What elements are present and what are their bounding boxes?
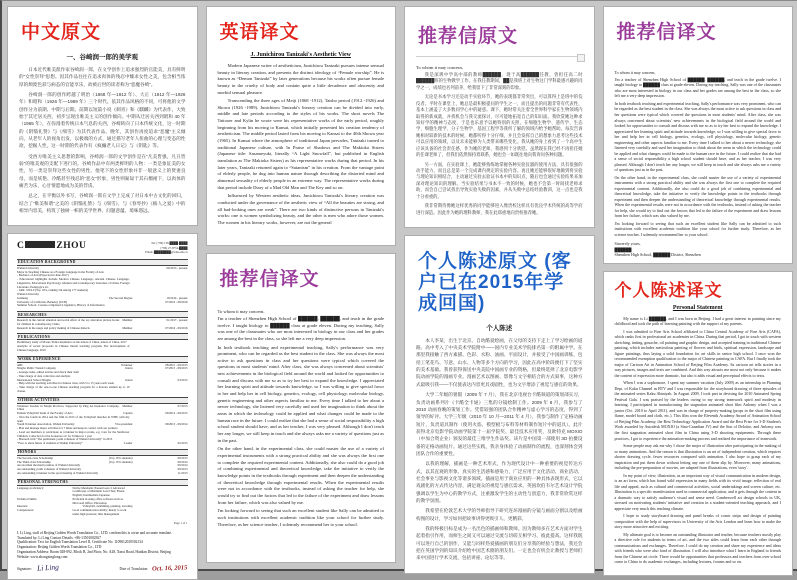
cv-section-activities (17, 405, 188, 446)
paragraph: On the other hand, in the experimental class, she could master the use of a variety of experimental instruments with a strong practical ability and she was always the first one to complete the required experimental content. Additionally, she also could do a good job of combining experimental and theoretical knowledge, take the initiative to verify the knowledge points in the textbooks through experiment and then deepen the understanding of theoretical knowledge through experimental results. When the experimental results were not in accordance with the textbooks, instead of asking the teacher for help, she would try to find out the factors that led to the failure of the experiment and draw lessons from her failure, which was also valued by me. (217, 446, 384, 505)
cv-row: Major in Teaching Chinese as a Foreign Language in the Faculty of Arts (17, 269, 104, 274)
personal-statement-original-body (416, 337, 583, 562)
paragraph: Influenced by Western aesthetic ideas, Junichirou Tanizaki's literary creation was conducted under the governance of the aesthetic view of “All the beauties are strong, and all bad-looking ones are weak”. There are two kinds of distinctive persons in Tanizaki's works: one is women symbolizing beauty, and the other is men who adore those women. The women in his literary works, however, are not the general (217, 193, 384, 225)
cv-row: International School Ningbo Intern 03/2015 (17, 377, 188, 382)
cv-row: Interests: Volleyball, swimming, painting, traveling (17, 504, 133, 509)
paragraph: In both textbook teaching and experimental teaching, Sally's performance was very prominent, who can be regarded as the best student in the class. She was always the most active to ask questions in class and her questions were typical which covered the questions in most students' mind. After class, she was always concerned about scientists' new achievements in the biological field around the world and looked for opportunities to consult and discuss with me so as to try her best to expand the knowledge. I appreciated her learning spirit and attitude towards knowledge, so I was willing to give special favor to her and help her in cell biology, genetics, ecology, cell physiology, molecular biology, genetic engineering and other aspects familiar to me. Every time I talked to her about a newer technology, she listened very carefully and used her imagination to think about the areas in which the technology could be applied and what changes could be made to the human race in the future. I could realize that she had a sense of social responsibility a high school student should have, and as her teacher, I was very pleased. Although I don't teach her any longer, we still keep in touch and she always asks me a variety of questions just as in the past. (217, 344, 384, 443)
paragraph: 受西方唯美主义思想的影响，谷崎润一郎的文学创作是在“凡美皆强，凡丑皆弱”的唯美观的支配下进行的。谷崎作品中有两类鲜明的人物：一类是象征美的女性，另一类是崇拜这些女性的男性。他笔下的女性形象并非一般意义上的贤妻良母，而是妖艳、冷酷甚至残忍的“恶女”形象，男性则匍匐于其石榴裙下，以肉体的痛苦为乐，心甘情愿地成为美的俘虏。 (19, 153, 186, 189)
cv-row: - Plan and manage major activities for 7 times and keep in contact with our partners (17, 426, 118, 431)
paragraph: 我的终极目标是成为一名出色的插画师和教师。因为教师多在艺术方面对学生起着指引作用，而师生之间又可以通过交流与切磋互相学习、彼此提高。这样我既可以进行自己的创作，又能与同样热爱插画的朋友们分享我的经验与想法，我还会把在英国学到的知识介绍给中国艺术圈的朋友们。一定也会有机会让教授与老师们来中国进行学术交流，包括讲座、论坛等等。 (416, 526, 583, 561)
paragraph: 谷崎润一郎的创作跨越了明治（1868 年—1912 年）、大正（1912 年—1926 年）和昭和（1926 年—1989 年）三个时代。依其作品风格的不同，可将他的文学创作分为前期、中期与后期。前期以短篇小说《刺青》和《麒麟》为代表作，大致始于其迁居关西，初步呈现出唯美主义的创作倾向。中期从迁居关西到昭和 40 年（1965 年），在弥漫着传统日本气息的关西，谷崎转向了日本传统文化，这一时期的《阴翳礼赞》与《细雪》为其代表作品。晚年，其创作再度追求“恶魔”主义倾向，从老年人的视角出发，以极端的方式，通过描写老年人扭曲的心理与变态的性欲，挖掘人性，这一时期的代表作有《疯癫老人日记》与《钥匙》等。 (19, 91, 186, 149)
redaction-block (25, 241, 55, 248)
paragraph: 日本近代唯美派作家谷崎润一郎，在文学创作上追求强烈的官能美，具有鲜明的“女性崇拜”思想。因其作品往往在追求肉体的残忍中臻求女性之美，包含相当浓厚的颓废色彩与病态的官能享乐，故被后世的读者称为“恶魔谷崎”。 (19, 66, 186, 87)
cv-contact-line: Email: ████████@whu.edu.cn (145, 250, 188, 255)
cv-row: - Lead our members to participate as volunteer in major events, e.g. Care for the Sunflower Children, Collection for the bookstore etc for 6 times in 1 year (17, 429, 130, 438)
paragraph: 总之，在平衡以外书写，谷崎润一郎在文学上完成了对日本中古文化的回归，结合了“唯美和谐”之美的《阴翳礼赞》与《细雪》，与《春琴抄》《痴人之爱》中的相异内容美，构筑了独树一帜的美学世界，问题意蕴、境味悠远。 (19, 193, 186, 214)
certification-line: I, Li Ling, staff of Beijing Golden Words Translation Co., LTD, confirm this is a true and accurate translate. (17, 530, 172, 535)
letter-salutation: To whom it may concern, (416, 64, 464, 70)
cv-section-publications (17, 341, 188, 352)
cv-row: - Take charge of the one-to-one Chinese teaching program for a Korean student up to 10 classes (17, 385, 130, 393)
cv-page-number: Page 1 of 1 (173, 520, 188, 525)
paragraph: My ultimate goal is to become an outstanding illustrator and teacher, because teachers mostly play a directive role for students in terms of art, and the two sides could learn from each other through communications and exchanges. Therefore, I could do my creation and share my experience and ideas with friends who were also fond of illustration. I will also introduce what I learn in England to friends from the Chinese art circle. There would be opportunities that professors and teachers from over school come to China to do academic exchanges, including lectures, forums and so on. (614, 531, 781, 565)
paragraph: 我是深圳中学高中部的教师██████，现于高██████任教，曾担任高二时██████班的生物教学工作。在我任教期间，██是我班上对生物这门学科最感兴趣的同学之一，成绩也名列前茅，给我留下了非常深刻的印象。 (416, 71, 583, 90)
translation-certification (17, 531, 188, 560)
handwritten-date: Oct. 16, 2015 (151, 564, 188, 573)
column-2 (206, 6, 397, 563)
cv-section-title-activities: OTHER ACTIVITIES (17, 397, 188, 404)
certification-line: Organization Address: Room 028-092, Block B, 2nd Floor, No. A28, Xinxi Road, Haidian District, Beijing (17, 550, 171, 555)
cv-row: An outstanding volunteer in the sport meeting of Wuhan University 11/2013 (17, 470, 188, 475)
date-block (119, 565, 187, 572)
cv-section-title-publications: PUBLICATIONS (17, 333, 188, 340)
paragraph: In my point of view, illustration, as an important way of visual communication in modern design, is an art form, which has found wild expression in many fields with its vivid image, reflection of real life and appeal, such as cultural and commercial activities, social undertakings and screen culture, etc. Illustration is a specific manifestation used in commercial application, and it gets through the content in a dramatic way to satisfy audience's visual and sense need. Camberwell art design schools in UK, stressed on motivating students' initiative and creation in a student-oriented teaching approach, and I appreciate very much this teaching climate. (614, 472, 781, 511)
paragraph: Modern Japanese writer of aestheticism, Junichirou Tanizaki pursues intense sensual beauty in literary creation, and presents the distinct ideology of “Female worship”. He is known as “Demon Tanizaki” by later generations because his works often pursue female beauty in the cruelty of body and contain quite a little decadence and obscenity and morbid sensual pleasure. (217, 62, 384, 95)
heading-recommendation-translation: 推荐信译文 (219, 269, 320, 290)
cv-row: Summer School: Courses completed: Linguistics, History of Information (17, 303, 105, 308)
paragraph: 我非常期待像她这样优秀的同学能够进入像贵校这样具有优良学术传统的高等学府进行深造。因此作为她的理科教师，我在此郑重地向贵校推荐她。 (416, 203, 583, 215)
page-edge-rule (416, 56, 583, 57)
cv-row: Female Volleyball Team of the Faculty of Arts Captain 09/2014 - 09/2015 (17, 411, 188, 416)
personal-statement-translation-body (615, 316, 782, 565)
cv-row: The Third-class Scholarship (Top 15% students) 09/2014 (17, 459, 188, 464)
personal-statement-title-en: Personal Statement (672, 304, 723, 311)
personal-statement-title-cn: 个人陈述 (486, 324, 513, 332)
cv-row: Wuhan University (17, 292, 39, 297)
heading-chinese-original: 中文原文 (21, 22, 102, 43)
paragraph: On the other hand, in the experimental class, she could master the use of a variety of experimental instruments with a strong practical ability and she was always the first one to complete the required experimental content. Additionally, she also could do a good job of combining experimental and theoretical knowledge, take the initiative to verify the knowledge points in the textbooks through experiment and then deepen the understanding of theoretical knowledge through experimental results. When the experimental results were not in accordance with the textbooks, instead of asking the teacher for help, she would try to find out the factors that led to the failure of the experiment and draw lessons from her failure, which was also valued by me. (614, 174, 781, 219)
paragraph: Transcending the three ages of Meiji (1868 -1912), Taisho period (1912 -1926) and Showa (1926 -1989), Junichirou Tanizaki's literary creation can be divided into early, middle and late periods according to the styles of his works. The short novels The Tattooer and Kylin he wrote were his representative works of the early period, roughly beginning from his moving to Kansai, which initially presented his creation tendency of aestheticism. The middle period lasted from his moving to Kansai to the 40th Showa year (1965). In Kansai where the atmosphere of traditional Japan pervades, Tanizaki turned to traditional Japanese culture, with In Praise of Shadows and The Makioka Sisters (Japanese title: Sasameyuki, literally “A Light Snowfall”, but published in English translation as The Makioka Sisters) as his representative works during that period. In his later years, Tanizaki returned again to “Satanism” in his creation. From the vantage point of elderly people, he dug into human nature through describing the distorted mind and abnormal sexuality of elderly people in an extreme way. The representative works during that period include Diary of a Mad Old Man and The Key and so on. (217, 98, 384, 190)
cv-row: Technical Skills: Proficient in using office software such as Microsoft Office, Photoshop (17, 496, 123, 505)
cv-row: The Second-class Scholarship (Top 10% students) 09/2015 (17, 455, 188, 460)
heading-recommendation-translation: 推荐信译文 (616, 22, 717, 43)
cv-row: An outstanding youth volunteer of Wuhan University 09/2013 (17, 467, 188, 472)
paragraph: My name is Li ██████, and I was born in Beijing. I had a great interest in painting since my childhood and took the path of learning painting with the support of my parents. (614, 315, 781, 327)
cv-row: Volunteer Teacher in Nanjia Province, Supported by Ping An Insurance Company, China Member 07/2015 (17, 403, 188, 412)
recommendation-letter-body (218, 316, 385, 528)
chinese-original-title: 一、谷崎润一郎的美学观 (66, 53, 138, 61)
chinese-original-body (19, 66, 186, 215)
cv-row: Language proficiency: Native Mandarin; Passed Gave 2 Advanced Certificates of Mandarin Level Test; Fluent English; Intermediate Japanese (17, 485, 125, 498)
cv-row: - Honored with “The permanent youth volunteer of Wuhan University” in 2013 (17, 437, 113, 442)
cv-row: - Help with the teaching activities in Chinese class, with 5 to 15 years each week (17, 381, 114, 386)
cv-contact-line: Tel: (+86) 138-████-████ (151, 241, 188, 246)
page-personal-statement-original[interactable] (404, 235, 595, 574)
certification-line: Qualification: Test for English Translation Level II, Certificate No. 1109012010502134 (17, 540, 143, 545)
cv-row: Competences: Good communication ability; Ready to work under high pressure; time management (17, 508, 127, 516)
paragraph: I hope to study storyboard drawing and panel breaks of comic strips and design of painting composition with the help of supervisors in University of the Arts London and learn how to make the story more attractive and exciting. (614, 513, 781, 530)
english-translation-body (218, 63, 385, 227)
recommendation-letter-body (615, 77, 782, 237)
corner-mark (577, 54, 585, 62)
recommendation-original-body (416, 72, 583, 216)
cv-section-education (17, 267, 188, 308)
page-recommendation-translation-full[interactable] (603, 6, 794, 264)
cv-row: Research in the usage and policy making of Chinese dialects Member 07/2016 - 09/2016 (17, 325, 188, 330)
closing-line: Shenzhen High School, ██████ District, Shenzhen (614, 252, 701, 258)
cv-row: Preliminary study of Mosuo Yidu's mediation on the letters of China, letters of China, 2017 (17, 340, 127, 345)
paragraph: I was admitted to Fine Arts School affiliated to China Central Academy of Fine Arts (CAFA), which ranks first in professional art academies in China. During that period, I got in touch with western sketching, tinting, gouache, oil painting and graphic design, and accepted training in traditional Chinese painting, which includes meticulous painting of flowers and birds, spiritual expression, landscape and figure paintings, thus laying a solid foundation for art skills in senior high school. I once won the recommended exemption qualification to the major of Chinese painting in CAFA. But I finally took the major of Cartoon Art in Animation School of Beijing Film Academy. Its cartoon art tells stories in a way pictures, images and texts are combined. And this way attracts me most not only because it makes the content of expression more dramatic, but also it adds visual and perceptual effects to texts. (614, 328, 781, 378)
column-1 (7, 6, 198, 573)
paragraph: I'm looking forward to seeing that such an excellent student like Sally can be admitted to such institutions with excellent academic tradition like your school for further study. Therefore, as her science teacher, I solemnly recommend her to your school. (614, 220, 781, 237)
paragraph: When I was a sophomore, I spent my summer vacation (July 2009) as an internship in Planning Dept. of Kaku Channel in BTV and I was responsible for the storyboard drawing of three episodes of the animated series Kaku Abiniyah. In August 2009, I took part in devising the 2010 Animated Spring Festival Gala. I was praised by the leaders owing to my strong teamwork spirit and modesty in learning. I participated in manufacturing the stagnation animated short film Anlomy when I was a junior (Oct. 2010 to April 2011), and was in charge of property-making (props in the short film using flame, model board and cloth, etc.). This film won the Eleventh Academy Award of Animation School of Beijing Film Academy, the Best Technology Application Award and the Best Prize for 3-D Student's Work awarded by Autodesk MOXIO (a Sino-Canadian JV) and the Star of Deloitte, and Anlomy was the first stagnation animated short film in China using 3-D shooting equipments. Through these practices, I got to experience the animation-making process and realized the importance of teamwork. (614, 380, 781, 441)
signature-block (17, 563, 59, 572)
paragraph: I'm looking forward to seeing that such an excellent student like Sally can be admitted to such institutions with excellent academic tradition like your school for further study. Therefore, as her science teacher, I solemnly recommend her to your school. (217, 508, 384, 527)
english-translation-title: J. Junichirou Tanizaki's Aesthetic View (250, 51, 351, 58)
letter-closing (615, 241, 782, 258)
letter-salutation: To whom it may concern, (217, 308, 265, 314)
heading-personal-statement-original: 个人陈述原文 (客户已在2015年学成回国) (418, 251, 572, 314)
page-recommendation-original[interactable] (404, 6, 595, 228)
cv-section-title-education: EDUCATION BACKGROUND (17, 259, 188, 266)
cv-section-title-researches: RESEARCHES (17, 311, 188, 318)
cv-section-work (17, 364, 188, 394)
cv-section-title-honors: HONORS (17, 449, 188, 456)
cv-name-prefix: C (17, 241, 25, 252)
page-chinese-original[interactable] (7, 6, 198, 226)
signature-row (17, 563, 188, 572)
letter-salutation: To whom it may concern, (614, 69, 656, 75)
cv-row: - Educational highlights include Modern Chinese Language, Ancient Chinese Language, Linguistics, Educational Psychology, Modern and Contemporary Literature of China, Foreign Literature, Pedagogics etc. (17, 277, 130, 289)
cv-row: ABC Volunteer 08/2015 - 09/2015 (17, 362, 188, 367)
paragraph: 本人李某，出生于北京。自幼酷爱绘画，在父母的支持下走上了学习绘画的道路。高中考入了中央美术学院附中——国内专业美术学院排名第一的附属中学。在那里我接触了西方素描、色彩、水粉、油画、平面设计，并接受了中国画训练，包括工笔花鸟、写意、山水、人物等多个方向的学习，因此在高中阶段便打下了坚实的美术基础。我曾获得保送中央美院中国画专业的资格，但最终选择了北京电影学院动画学院的漫画专业。漫画艺术以图画、影像与文字相结合的方式叙事，这种方式最吸引我——不仅使表达内容更具戏剧性，也为文字增添了视觉与感官的效果。 (416, 337, 583, 387)
cv-row: “Face to share future of students at Wuhan University” Leader 02/2015 (17, 441, 188, 446)
page-cv-translation[interactable] (7, 233, 198, 579)
cv-contact-line: (+86) 27-8754-████ (160, 245, 188, 250)
column-3 (404, 6, 595, 563)
paragraph: 我希望在伦敦艺术大学的导师指导下研究连环漫画的分镜与画面分割以及绘画构图的设计，学习如何把故事讲得更吸引人、更精彩。 (416, 508, 583, 521)
signature-label: Signature: (17, 566, 32, 571)
paragraph: I'm a teacher of Shenzhen High School of ██████, ██████, and teach in the grade twelve. I taught biology to ██████ class at grade eleven. During my teaching, Sally was one of the classmates who are most interested in biology in our class and her grades are among the best in the class, so she left me a very deep impression. (614, 76, 781, 99)
cv-row: Guzheng The Second Degree 10/2014 - present (17, 295, 188, 300)
cv-row: - GPA: 3.8/4.0 (Top 10%, ranking 5th among 177 students) (17, 288, 89, 293)
paragraph: 无论是书本学习还是动手实验环节，她的表现都非常突出，可以算得上是班中的佼佼者。平时在课堂上，她总是最积极提问的学生之一，而且提出的问题非常有代表性，基本上涵盖了大多数同学心中的疑惑。课下，她时常关注着全世界科学家在生物领域内取得的新成就，并找机会与我交流探讨，尽可能地拓宽自己的知识面。我欣赏她这种求知好学的精神与态度，于是也乐意予以她特别的关照，在细胞生物学、遗传学、生态学、细胞生理学、分子生物学、基因工程学等我所了解的领域内给予她帮助。每次告诉她相对较新的技术的时候，她都听得十分仔细，并且会发挥自己的想象力思考这些技术可以应用的领域，以及未来能够为人类带来哪些变化。我从她的身上看到了一个高中生应该具备的社会责任感，作为她的老师，我感到十分欣慰。虽然现在我已经不再担任她的任课老师了，但我们依然保持着联系，她也会一如既往地向我询问各种问题。 (416, 94, 583, 158)
certification-line: Website: www.zhongxinglong.com (17, 554, 68, 559)
certification-line: Organization: Beijing Golden Words Translation Co., LTD (17, 545, 102, 550)
cv-row: - Won the fourth in 2014 and the fifth in 2015 of the Volleyball matches in WHU with my team (17, 414, 130, 423)
cv-section-title-work: WORK EXPERIENCE (17, 356, 188, 363)
cv-section-honors (17, 457, 188, 476)
heading-english-translation: 英语译文 (219, 22, 300, 43)
paragraph: I'm a teacher of Shenzhen High School of ██████, ██████, and teach in the grade twelve. I taught biology to ██████ class at grade eleven. During my teaching, Sally was one of the classmates who are most interested in biology in our class and her grades are among the best in the class, so she left me a very deep impression. (217, 315, 384, 341)
closing-line: ██████ (614, 246, 632, 252)
cv-row: University of California, Berkeley (UCB) 07/2016 - 08/2016 (17, 299, 188, 304)
certification-line: Translated by: Li Ling Contact Details: +86-13501002567 (17, 535, 101, 540)
page-recommendation-translation-preview[interactable] (206, 253, 397, 563)
cv-row: Research in the current situation and social effect of the toy education picture books for children in contemporary China Member 01/2017 - present (17, 318, 188, 326)
cv-section-researches (17, 319, 188, 330)
paragraph: 另一方面，在实验课上，她能够熟练地掌握各种实验仪器的使用方法，具有很强的动手能力，而且总是第一个完成课内规定的实验内容。再且她还能够很好地做到将实验与理论知识相结合，主动通过实验去验证书本中的知识点，随后也会通过实验结果来加深对理论知识的理解。当实验结果与书本不一致的时候，她也不会第一时间找老师求助，而会自己尝试找出导致实验失败的因素，并从失败中总结经验教训，这一点也是我十分看重的。 (416, 161, 583, 199)
heading-recommendation-original: 推荐信原文 (418, 26, 519, 47)
paragraph: 大学二年级的暑假（2009 年 7 月），我在北京电视台卡酷频道的策划部实习，负责动画系列片《卡酷全卡通》三集的分镜绘制工作。2009 年 8 月，我参与了 2010 动画春晚的策划工作。凭借较强的团队合作精神与虚心学习的态度，得到了领导的好评。大学三年级（2010 年 10 月—2011 年 4 月），我参与制作了定格动画短片，负责道具制作（使用火焰、模型板与布料等材料制作短片中的道具）。此片获得北京电影学院动画学院第十一届学院奖、最佳技术应用奖，及欧特克 MOXIO（中加合资企业）颁发的最佳三维学生作品奖。该片是中国第一部使用 3D 拍摄设备的定格动画短片。通过这些实践，我亲身体验了动画制作的流程，也深刻体会到团队合作的重要性。 (416, 392, 583, 456)
cv-row: An excellent the merit position of Wuhan University 09/2014 (17, 463, 188, 468)
cv-section-strengths (17, 487, 188, 517)
page-personal-statement-translation[interactable] (603, 271, 794, 576)
paragraph: 以我的理解，插画是一种艺术形式，作为现代设计中一种重要的视觉传达方式，以其直观的形象、真实的生活感和感染力，广泛应用于文化活动、商业活动、社会事业与影视文化等诸多领域。插画是用于商业应用的一种具体表现形式，它以戏剧化的方式传达内容，满足观众的视觉与感官需求。英国坎伯韦尔艺术设计学院强调以学生为中心的教学方式，注重激发学生的主动性与创造力，我非常欣赏这样的教学氛围。 (416, 461, 583, 503)
cv-row: Youth Volunteer Association, Wuhan University Vice-president 09/2013 - 09/2014 (17, 422, 188, 427)
cv-row: - Bachelor of Arts (Expected in June 2017) (17, 273, 69, 278)
cv-row: Analysis of recent proposals in Chinese literati teaching program, The development of Chinese language, 2016 (17, 344, 130, 352)
paragraph: In both textbook teaching and experimental teaching, Sally's performance was very prominent, who can be regarded as the best student in the class. She was always the most active to ask questions in class and her questions were typical which covered the questions in most students' mind. After class, she was always concerned about scientists' new achievements in the biological field around the world and looked for opportunities to consult and discuss with me so as to try her best to expand the knowledge. I appreciated her learning spirit and attitude towards knowledge, so I was willing to give special favor to her and help her in cell biology, genetics, ecology, cell physiology, molecular biology, genetic engineering and other aspects familiar to me. Every time I talked to her about a newer technology, she listened very carefully and used her imagination to think about the areas in which the technology could be applied and what changes could be made to the human race in the future. I could realize that she had a sense of social responsibility a high school student should have, and as her teacher, I was very pleased. Although I don't teach her any longer, we still keep in touch and she always asks me a variety of questions just as in the past. (614, 100, 782, 173)
cv-row: Ningbo Public Transit Company Intern 07/2015 - 08/2015 (17, 366, 188, 371)
handwritten-signature: Li Ling (36, 561, 59, 573)
cv-letterhead (17, 241, 188, 255)
cv-row: Wuhan University 09/2013 - present (17, 265, 188, 270)
closing-line: Sincerely yours, (614, 241, 641, 247)
date-label: Date of Translation: (119, 566, 149, 571)
column-4 (603, 6, 794, 563)
cv-name-suffix: ZHOU (56, 241, 87, 252)
heading-personal-statement-translation: 个人陈述译文 (614, 281, 723, 300)
cv-name (17, 241, 86, 251)
page-english-translation[interactable] (206, 6, 397, 246)
cv-contact (145, 241, 187, 255)
cv-section-title-strengths: PERSONAL STRENGTHS (17, 479, 188, 486)
cv-row: - Arrange tasks, edited articles and check their draft (17, 370, 79, 375)
paragraph: Some people may ask me why I chose the major of illustration after participating in the making of so many animations. And the reason is that illustration is an art of independent creation, which requires shorter drawing cycle, fewer resources compared with animation. I also hope to grasp each of my inspiration and put them down without letting any one of them slip by. Moreover, many animations, including the pre-preparation of movies, are adapted from illustrations, even 'story'. (614, 443, 781, 471)
cv-row: - Take charge of data collection and analysis (17, 373, 71, 378)
